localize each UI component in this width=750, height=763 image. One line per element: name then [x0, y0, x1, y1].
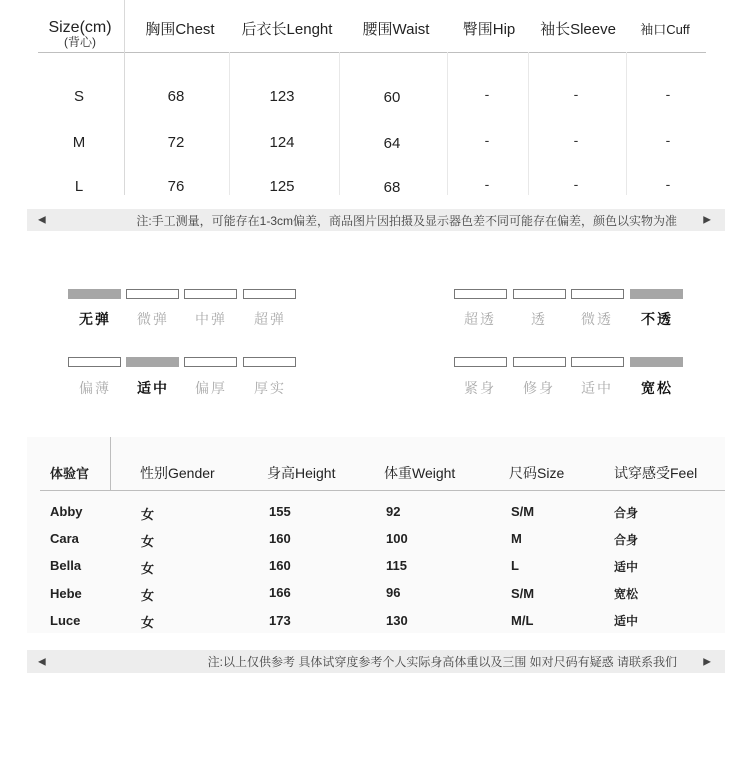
tester-feel: 适中	[614, 560, 639, 574]
transparency-label: 超透	[464, 311, 496, 327]
tester-height: 155	[269, 504, 291, 519]
column-divider	[447, 52, 448, 195]
size-cell: S	[73, 88, 85, 105]
transparency-label: 透	[531, 311, 547, 327]
column-divider	[626, 52, 627, 195]
thickness-box	[68, 357, 121, 367]
header-divider	[38, 52, 706, 53]
scroll-left-icon[interactable]: ◀	[38, 214, 46, 226]
elasticity-label: 微弹	[137, 311, 169, 327]
column-divider	[528, 52, 529, 195]
tester-height: 166	[269, 585, 291, 600]
chest-cell: 76	[167, 178, 185, 195]
transparency-label: 微透	[581, 311, 613, 327]
column-divider	[339, 52, 340, 195]
waist-cell: 68	[383, 179, 401, 196]
measurement-note-text: 注:手工测量，可能存在1-3cm偏差，商品图片因拍摄及显示器色差不同可能存在偏差，颜色以实物为准	[136, 213, 677, 228]
fit-label: 适中	[581, 380, 613, 396]
length-header: 后衣长Lenght	[241, 20, 333, 38]
tester-size: M/L	[511, 613, 534, 628]
tester-size: S/M	[511, 586, 535, 601]
fit-box	[454, 357, 507, 367]
thickness-label: 厚实	[254, 380, 286, 396]
elasticity-box	[126, 289, 179, 299]
cuff-cell: -	[665, 176, 671, 192]
waist-cell: 60	[383, 89, 401, 106]
tester-height: 160	[269, 531, 291, 546]
tester-gender: 女	[141, 588, 155, 603]
tester-height: 160	[269, 558, 291, 573]
thickness-label: 偏薄	[79, 380, 111, 396]
cuff-header: 袖口Cuff	[640, 21, 690, 37]
fit-box	[630, 357, 683, 367]
tester-weight: 115	[386, 558, 407, 573]
reference-note-text: 注:以上仅供参考 具体试穿度参考个人实际身高体重以及三围 如对尺码有疑惑 请联系我们	[207, 655, 677, 669]
elasticity-label: 中弹	[195, 311, 227, 327]
transparency-box	[571, 289, 624, 299]
waist-cell: 64	[383, 135, 401, 152]
fit-label: 宽松	[641, 380, 673, 396]
thickness-box	[126, 357, 179, 367]
tester-weight: 100	[386, 531, 408, 546]
transparency-box	[513, 289, 566, 299]
tester-weight: 130	[386, 613, 408, 628]
elasticity-label: 无弹	[79, 311, 111, 327]
fit-label: 修身	[523, 380, 555, 396]
tester-name: Abby	[50, 504, 83, 519]
thickness-box	[243, 357, 296, 367]
hip-cell: -	[484, 86, 490, 102]
length-cell: 125	[269, 178, 295, 195]
measurement-note-bar	[27, 209, 725, 231]
tester-header: 体验官	[50, 466, 90, 481]
chest-cell: 72	[167, 134, 185, 151]
chest-cell: 68	[167, 88, 185, 105]
sleeve-cell: -	[573, 176, 579, 192]
elasticity-box	[243, 289, 296, 299]
hip-cell: -	[484, 132, 490, 148]
tester-weight: 92	[386, 504, 401, 519]
hip-header: 臀围Hip	[462, 20, 516, 38]
fit-box	[571, 357, 624, 367]
tester-feel: 合身	[614, 506, 639, 520]
tester-gender: 女	[141, 561, 155, 576]
scroll-left-icon[interactable]: ◀	[38, 656, 46, 667]
size-subtitle: (背心)	[64, 35, 96, 49]
tester-gender: 女	[141, 615, 155, 630]
tester-height: 173	[269, 613, 291, 628]
tester-column-divider	[110, 437, 111, 490]
transparency-box	[630, 289, 683, 299]
gender-header: 性别Gender	[140, 465, 215, 481]
thickness-label: 偏厚	[195, 380, 227, 396]
scroll-right-icon[interactable]: ▶	[703, 214, 711, 226]
tester-gender: 女	[141, 534, 155, 549]
tester-header-divider	[40, 490, 725, 491]
tester-feel: 适中	[614, 614, 639, 628]
tester-name: Cara	[50, 531, 79, 546]
elasticity-label: 超弹	[254, 311, 286, 327]
weight-header: 体重Weight	[384, 465, 456, 481]
tester-gender: 女	[141, 507, 155, 522]
column-divider	[229, 52, 230, 195]
tester-feel: 宽松	[614, 587, 639, 601]
elasticity-box	[68, 289, 121, 299]
thickness-label: 适中	[137, 380, 169, 396]
tester-weight: 96	[386, 585, 401, 600]
height-header: 身高Height	[267, 465, 336, 481]
tester-name: Luce	[50, 613, 81, 628]
tester-size: M	[511, 531, 522, 546]
transparency-box	[454, 289, 507, 299]
size-cell: M	[72, 134, 86, 151]
transparency-label: 不透	[641, 311, 673, 327]
sleeve-cell: -	[573, 132, 579, 148]
feel-header: 试穿感受Feel	[614, 465, 698, 481]
cuff-cell: -	[665, 132, 671, 148]
tester-feel: 合身	[614, 533, 639, 547]
size-header-label: Size(cm)	[48, 19, 112, 36]
fit-box	[513, 357, 566, 367]
hip-cell: -	[484, 176, 490, 192]
tester-name: Hebe	[50, 586, 82, 601]
sleeve-header: 袖长Sleeve	[540, 20, 616, 38]
fit-label: 紧身	[464, 380, 496, 396]
column-divider	[124, 0, 125, 195]
tester-size: L	[511, 558, 519, 573]
elasticity-box	[184, 289, 237, 299]
waist-header: 腰围Waist	[362, 20, 430, 38]
scroll-right-icon[interactable]: ▶	[703, 656, 711, 667]
thickness-box	[184, 357, 237, 367]
chest-header: 胸围Chest	[145, 20, 215, 38]
size-cell: L	[74, 178, 84, 195]
size-header: 尺码Size	[509, 465, 565, 481]
tester-name: Bella	[50, 558, 82, 573]
reference-note-bar	[27, 650, 725, 673]
tester-size: S/M	[511, 504, 535, 519]
sleeve-cell: -	[573, 86, 579, 102]
length-cell: 124	[269, 134, 295, 151]
cuff-cell: -	[665, 86, 671, 102]
length-cell: 123	[269, 88, 295, 105]
